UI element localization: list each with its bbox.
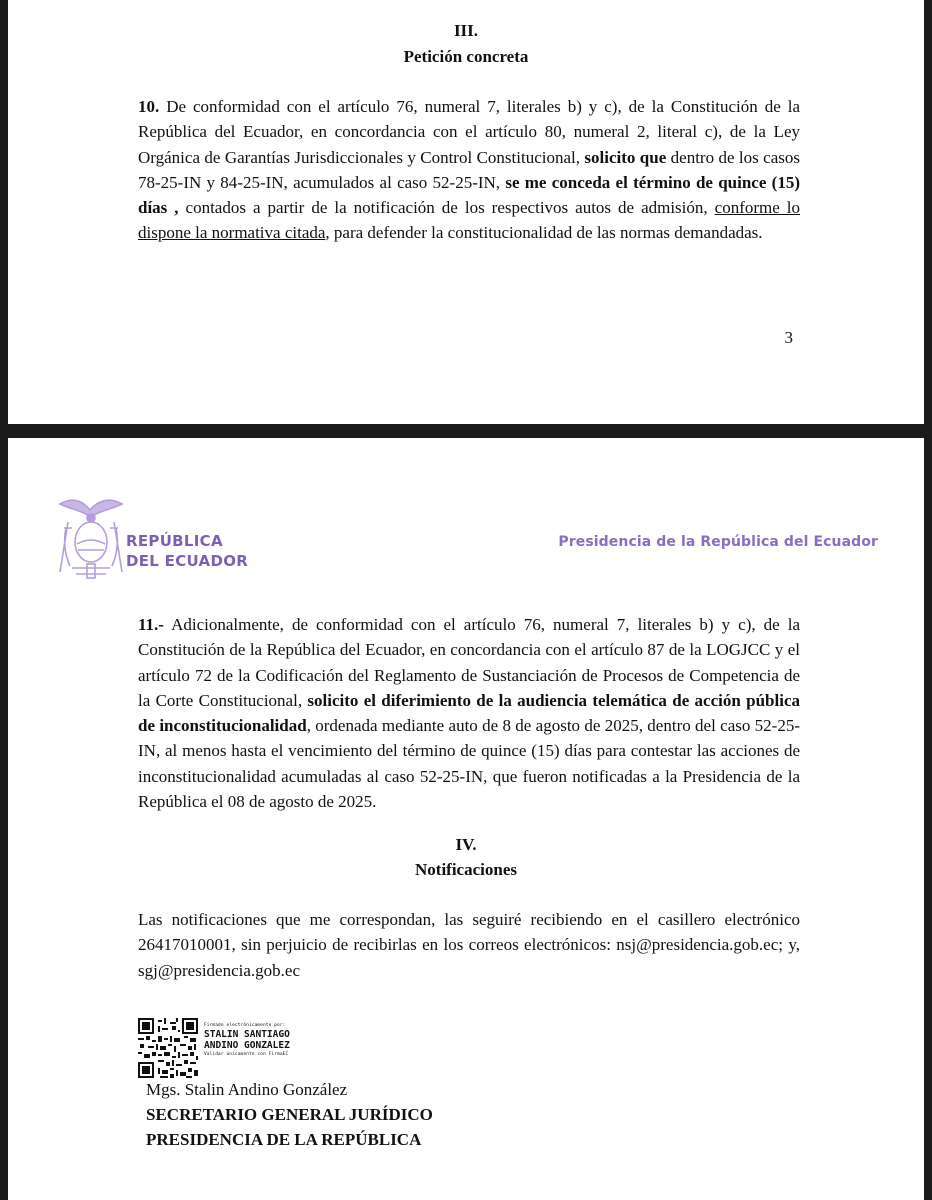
electronic-signature-stamp: Firmado electrónicamente por: STALIN SANTIAGO ANDINO GONZALEZ Validar únicamente con FirmaEC — [204, 1023, 290, 1057]
signer-name: Mgs. Stalin Andino González — [146, 1080, 348, 1099]
paragraph-11: 11.- Adicionalmente, de conformidad con el artículo 76, numeral 7, literales b) y c), de la Constitución de la República del Ecuador, en concordancia con el artículo 87 de la LOGJCC y el artículo 72 de la Codificación del Reglamento de Sustanciación de Procesos de Competencia de la Corte Constitucional, solicito el diferimiento de la audiencia telemática de acción pública de inconstitucionalidad, ordenada mediante auto de 8 de agosto de 2025, dentro del caso 52-25-IN, al menos hasta el vencimiento del término de quince (15) días para contestar las acciones de inconstitucionalidad acumuladas al caso 52-25-IN, que fueron notificadas a la Presidencia de la República el 08 de agosto de 2025. — [138, 615, 801, 812]
coat-of-arms-icon — [52, 498, 130, 582]
institution-header: Presidencia de la República del Ecuador — [558, 534, 878, 550]
paragraph-10: 10. De conformidad con el artículo 76, numeral 7, literales b) y c), de la Constitución de la República del Ecuador, en concordancia con el artículo 80, numeral 2, literal c), de la Ley Orgánica de Garantías Jurisdiccionales y Control Constitucional, solicito que dentro de los casos 78-25-IN y 84-25-IN, acumulados al caso 52-25-IN, se me conceda el término de quince (15) días , contados a partir de la notificación de los respectivos autos de admisión, conforme lo dispone la normativa citada, para defender la constitucionalidad de las normas demandadas. — [138, 97, 801, 243]
section-title-peticion: Petición concreta — [403, 47, 529, 66]
paragraph-number: 11.- — [138, 615, 164, 634]
signer-organization: PRESIDENCIA DE LA REPÚBLICA — [146, 1130, 422, 1149]
paragraph-number: 10. — [138, 97, 160, 116]
signature-qr-code — [138, 1018, 198, 1078]
document-page-3 — [8, 0, 924, 424]
paragraph-notificaciones: Las notificaciones que me correspondan, las seguiré recibiendo en el casillero electrónico 26417010001, sin perjuicio de recibirlas en los correos electrónicos: nsj@presidencia.gob.ec; y, sgj@presidencia.gob.ec — [138, 910, 800, 980]
document-page-4 — [8, 438, 924, 1200]
section-number-iv: IV. — [455, 835, 477, 854]
signer-title: SECRETARIO GENERAL JURÍDICO — [146, 1105, 433, 1124]
republica-logo-text: REPÚBLICA DEL ECUADOR — [126, 532, 249, 570]
section-number-iii: III. — [453, 21, 479, 40]
section-title-notificaciones: Notificaciones — [415, 860, 517, 879]
page-number: 3 — [784, 328, 793, 347]
